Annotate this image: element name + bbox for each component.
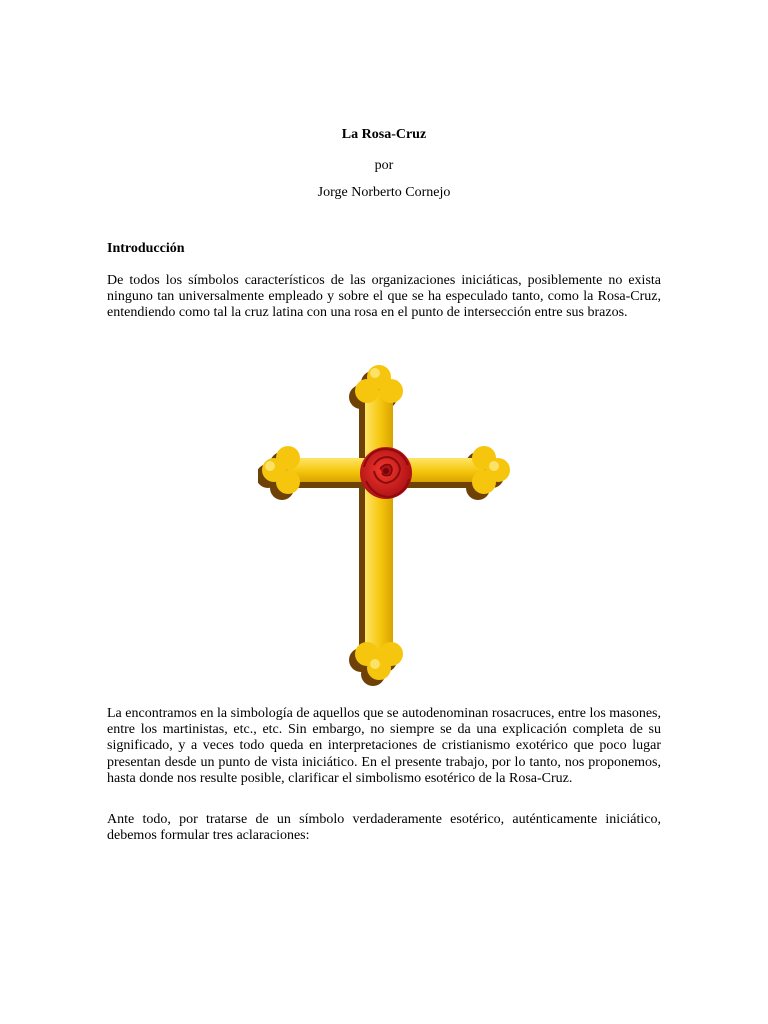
document-title: La Rosa-Cruz — [341, 127, 427, 142]
rose-cross-figure — [258, 355, 510, 690]
rose-cross-icon — [258, 355, 510, 690]
intro-paragraph: De todos los símbolos característicos de las organizaciones iniciáticas, posiblemente no exista ninguno tan universalmente empleado y sobre el que se ha especulado tanto, como la Rosa-Cruz, entendiendo como tal la cruz latina con una rosa en el punto de intersección entre sus brazos. — [107, 273, 661, 321]
section-heading: Introducción — [107, 241, 185, 256]
author-name: Jorge Norberto Cornejo — [317, 185, 451, 200]
body-paragraph: La encontramos en la simbología de aquellos que se autodenominan rosacruces, entre los masones, entre los martinistas, etc., etc. Sin embargo, no siempre se da una explicación completa de su significado, y a veces todo queda en interpretaciones de cristianismo exotérico que poco lugar presentan desde un punto de vista iniciático. En el presente trabajo, por lo tanto, nos proponemos, hasta donde nos resulte posible, clarificar el simbolismo esotérico de la Rosa-Cruz. — [107, 706, 661, 786]
byline: por — [374, 158, 394, 173]
body-paragraph: Ante todo, por tratarse de un símbolo verdaderamente esotérico, auténticamente iniciático, debemos formular tres aclaraciones: — [107, 812, 661, 844]
